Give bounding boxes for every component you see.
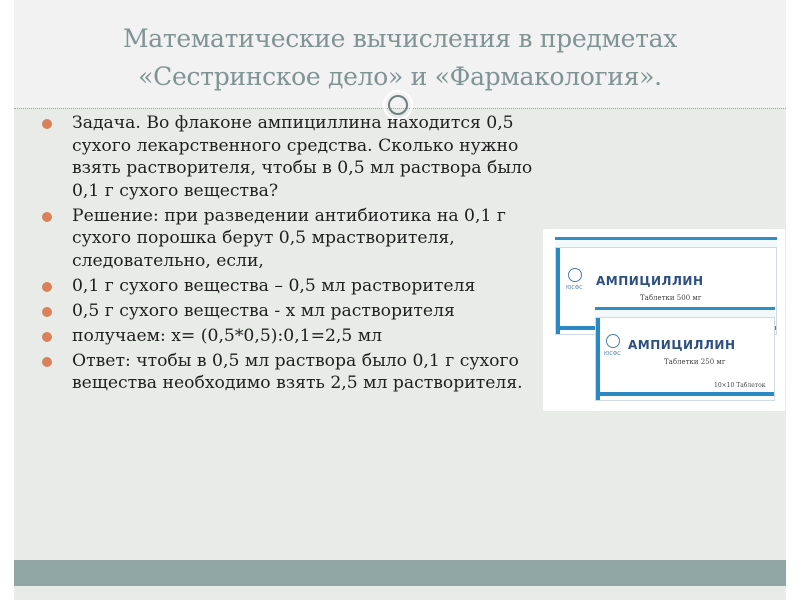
- package-stripe: [556, 248, 560, 334]
- list-item-text: 0,5 г сухого вещества - х мл растворителя: [72, 300, 455, 321]
- ampicillin-package-photo: [543, 229, 785, 411]
- list-item: [42, 350, 542, 395]
- list-item: [42, 112, 542, 202]
- bullet-dot-icon: [42, 119, 52, 129]
- dose-label: Таблетки 500 мг: [640, 294, 702, 302]
- package-stripe: [596, 318, 600, 400]
- footer-bar: [14, 560, 786, 586]
- dose-label: Таблетки 250 мг: [664, 358, 726, 366]
- tablet-count: 10×10 Таблеток: [714, 382, 766, 389]
- drug-name: АМПИЦИЛЛИН: [628, 338, 736, 352]
- list-item: [42, 325, 542, 348]
- bullet-dot-icon: [42, 332, 52, 342]
- list-item-text: Решение: при разведении антибиотика на 0,1 г сухого порошка берут 0,5 мрастворителя, следовательно, если,: [72, 205, 506, 271]
- list-item: [42, 275, 542, 298]
- list-item: [42, 300, 542, 323]
- drug-name: АМПИЦИЛЛИН: [596, 274, 704, 288]
- title-line-2: «Сестринское дело» и «Фармакология».: [138, 62, 662, 91]
- manufacturer-logo-icon: [606, 334, 620, 348]
- bullet-dot-icon: [42, 357, 52, 367]
- title-line-1: Математические вычисления в предметах: [122, 24, 678, 53]
- list-item: [42, 205, 542, 273]
- bullet-dot-icon: [42, 212, 52, 222]
- bullet-list: [42, 112, 542, 397]
- bullet-dot-icon: [42, 282, 52, 292]
- manufacturer-logo-icon: [568, 268, 582, 282]
- logo-text: ЮСФС: [604, 351, 621, 357]
- slide-title: [14, 20, 786, 96]
- list-item-text: Задача. Во флаконе ампициллина находится 0,5 сухого лекарственного средства. Сколько нужно взять растворителя, чтобы в 0,5 мл раствора было 0,1 г сухого вещества?: [72, 113, 533, 201]
- list-item-text: Ответ: чтобы в 0,5 мл раствора было 0,1 г сухого вещества необходимо взять 2,5 мл растворителя.: [72, 350, 523, 393]
- bullet-dot-icon: [42, 307, 52, 317]
- package-box-250mg: [595, 317, 775, 401]
- list-item-text: 0,1 г сухого вещества – 0,5 мл растворителя: [72, 275, 476, 296]
- list-item-text: получаем: х= (0,5*0,5):0,1=2,5 мл: [72, 325, 383, 346]
- package-stripe: [600, 392, 774, 396]
- logo-text: ЮСФС: [566, 285, 583, 291]
